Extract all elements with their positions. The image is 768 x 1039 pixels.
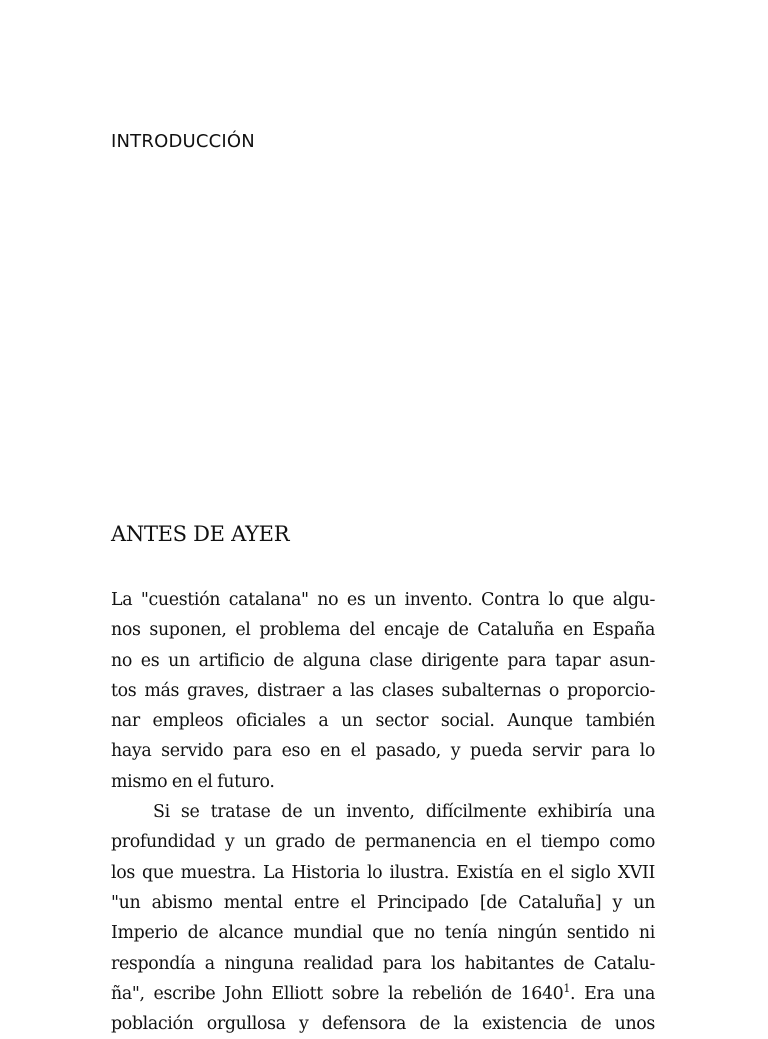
text-line: Si se tratase de un invento, difícilmente exhibiría una	[153, 802, 655, 823]
text-line: haya servido para eso en el pasado, y pueda servir para lo	[111, 741, 655, 762]
text-line-with-footnote	[111, 979, 655, 1009]
paragraph-2	[111, 797, 655, 1039]
text-line: no es un artificio de alguna clase dirigente para tapar asun-	[111, 650, 655, 671]
text-line: respondía a ninguna realidad para los habitantes de Catalu-	[111, 953, 655, 974]
footnote-marker[interactable]: 1	[563, 981, 571, 995]
text-line: Imperio de alcance mundial que no tenía ningún sentido ni	[111, 923, 655, 944]
text-line: los que muestra. La Historia lo ilustra. Existía en el siglo XVII	[111, 862, 655, 883]
text-line: mismo en el futuro.	[111, 771, 275, 792]
paragraph-1	[111, 585, 655, 797]
part-title: INTRODUCCIÓN	[111, 131, 255, 152]
text-line: tos más graves, distraer a las clases subalternas o proporcio-	[111, 680, 655, 701]
chapter-title: ANTES DE AYER	[111, 522, 290, 546]
text-line: nos suponen, el problema del encaje de Cataluña en España	[111, 620, 655, 641]
text-line: población orgullosa y defensora de la existencia de unos	[111, 1014, 655, 1035]
body-text	[111, 585, 655, 1039]
text-line: profundidad y un grado de permanencia en el tiempo como	[111, 832, 655, 853]
text-line: nar empleos oficiales a un sector social. Aunque también	[111, 711, 655, 732]
text-line: "un abismo mental entre el Principado [de Cataluña] y un	[111, 892, 655, 913]
text-segment: ña", escribe John Elliott sobre la rebelión de 1640	[111, 983, 564, 1004]
text-line: La "cuestión catalana" no es un invento. Contra lo que algu-	[111, 590, 655, 610]
text-segment: . Era una	[570, 983, 655, 1004]
